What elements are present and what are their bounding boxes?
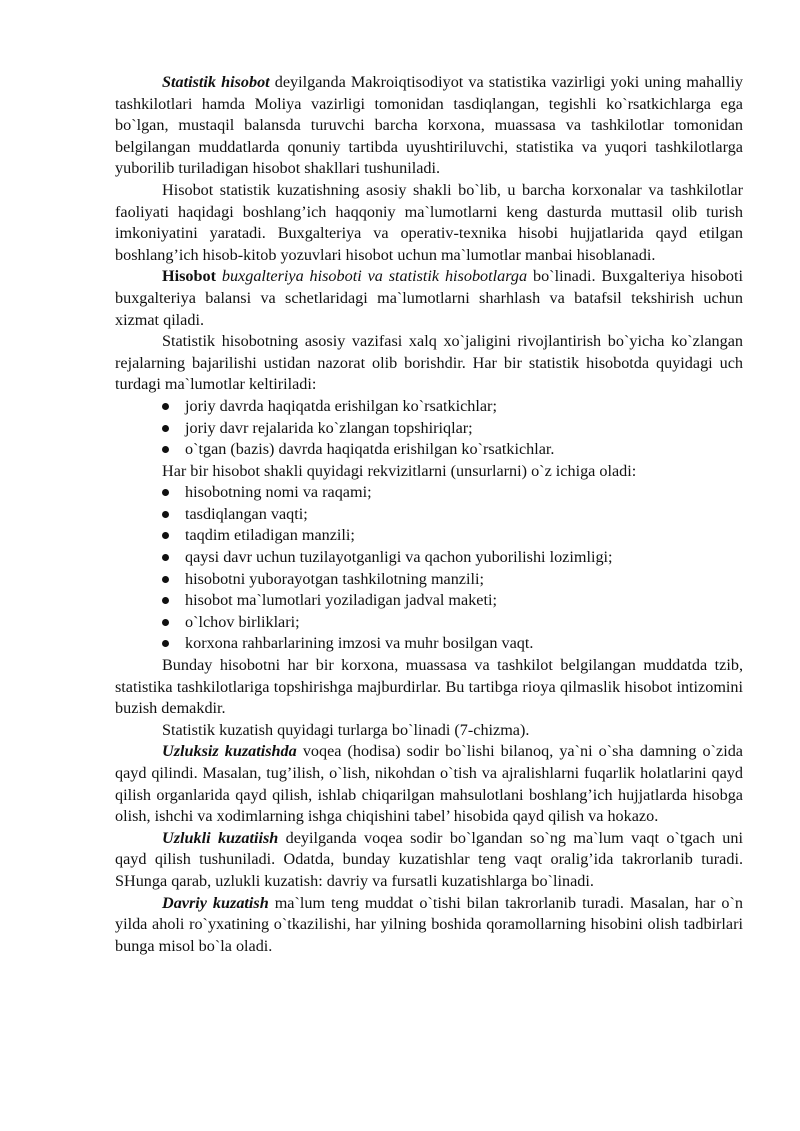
list-item: o`tgan (bazis) davrda haqiqatda erishilgan ko`rsatkichlar. [162,439,743,461]
term-hisobot: Hisobot [162,267,216,286]
bullet-icon [162,446,169,453]
bullet-icon [162,403,169,410]
list-item: hisobot ma`lumotlari yoziladigan jadval maketi; [162,590,743,612]
paragraph-uzlukli-kuzatish [115,828,743,893]
paragraph-text: ma`lum teng muddat o`tishi bilan takrorlanib turadi. Masalan, har o`n yilda aholi ro`yxatining o`tkazilishi, har yilning boshida qoramollarning hisobini olish tadbirlari bunga misol bo`la oladi. [115,893,743,955]
list-item: hisobotning nomi va raqami; [162,482,743,504]
bullet-icon [162,640,169,647]
bullet-icon [162,576,169,583]
paragraph-hisobot-shakli: Hisobot statistik kuzatishning asosiy shakli bo`lib, u barcha korxonalar va tashkilotlar faoliyati haqidagi boshlang’ich haqqoniy ma`lumotlarni keng dasturda muttasil olib turish imkoniyatini yaratadi. Buxgalteriya va operativ-texnika hisobi hujjatlarida qayd etilgan boshlang’ich hisob-kitob yozuvlari hisobot uchun ma`lumotlar manbai hisoblanadi. [115,180,743,264]
term-statistik-hisobot: Statistik hisobot [162,73,270,91]
list-item: tasdiqlangan vaqti; [162,504,743,526]
bullet-icon [162,511,169,518]
paragraph-vazifasi: Statistik hisobotning asosiy vazifasi xalq xo`jaligini rivojlantirish bo`yicha ko`zlangan rejalarning bajarilishi ustidan nazorat olib borishdir. Har bir statistik hisobotda quyidagi uch turdagi ma`lumotlar keltiriladi: [115,332,743,394]
paragraph-text: bo`linadi. Buxgalteriya hisoboti buxgalteriya balansi va schetlaridagi ma`lumotlarni sharhlash va batafsil tekshirish uchun xizmat qiladi. [115,267,744,329]
bullet-icon [162,619,169,626]
italic-phrase: buxgalteriya hisoboti va statistik hisobotlarga [215,267,528,286]
term-davriy-kuzatish: Davriy kuzatish [162,893,269,912]
term-uzlukli-kuzatiish: Uzlukli kuzatiish [162,828,279,847]
bullet-icon [162,489,169,496]
list-item: o`lchov birliklari; [162,612,743,634]
paragraph-kuzatish-turlari: Statistik kuzatish quyidagi turlarga bo`linadi (7-chizma). [162,720,530,739]
list-item: hisobotni yuborayotgan tashkilotning manzili; [162,569,743,591]
list-item: taqdim etiladigan manzili; [162,525,743,547]
list-malumot-turlari [115,396,743,461]
bullet-icon [162,597,169,604]
bullet-icon [162,425,169,432]
paragraph-majburiyat: Bunday hisobotni har bir korxona, muassasa va tashkilot belgilangan muddatda tzib, statistika tashkilotlariga topshirishga majburdirlar. Bu tartibga rioya qilmaslik hisobot intizomini buzish demakdir. [115,656,743,718]
list-item: joriy davrda haqiqatda erishilgan ko`rsatkichlar; [162,396,743,418]
paragraph-rekvizitlar: Har bir hisobot shakli quyidagi rekvizitlarni (unsurlarni) o`z ichiga oladi: [162,461,637,480]
list-rekvizitlar [115,482,743,655]
list-item: qaysi davr uchun tuzilayotganligi va qachon yuborilishi lozimligi; [162,547,743,569]
term-uzluksiz-kuzatishda: Uzluksiz kuzatishda [162,742,297,761]
paragraph-text: deyilganda voqea sodir bo`lgandan so`ng ma`lum vaqt o`tgach uni qayd qilish tushuniladi. Odatda, bunday kuzatishlar teng vaqt oralig’ida takrorlanib turadi. SHunga qarab, uzlukli kuzatish: davriy va fursatli kuzatishlarga bo`linadi. [115,828,743,890]
paragraph-hisobot-turlari [115,266,743,331]
list-item: joriy davr rejalarida ko`zlangan topshiriqlar; [162,418,743,440]
bullet-icon [162,532,169,539]
paragraph-statistik-hisobot [115,72,743,180]
document-page [115,72,743,957]
bullet-icon [162,554,169,561]
list-item: korxona rahbarlarining imzosi va muhr bosilgan vaqt. [162,633,743,655]
paragraph-uzluksiz-kuzatish [115,741,743,827]
paragraph-text: deyilganda Makroiqtisodiyot va statistika vazirligi yoki uning mahalliy tashkilotlari hamda Moliya vazirligi tomonidan tasdiqlangan, tegishli ko`rsatkichlarga ega bo`lgan, mustaqil balansda turuvchi barcha korxona, muassasa va tashkilotlar tomonidan belgilangan muddatlarda qonuniy tartibda uyushtiriluvchi, statistika va yuqori tashkilotlarga yuborilib turiladigan hisobot shakllari tushuniladi. [115,73,743,178]
paragraph-davriy-kuzatish [115,893,743,958]
paragraph-text: voqea (hodisa) sodir bo`lishi bilanoq, ya`ni o`sha damning o`zida qayd qilindi. Masalan, tug’ilish, o`lish, nikohdan o`tish va ajralishlarni fuqarlik holatlarini qayd qilish organlarida qayd qilish, ishlab chiqarilgan mahsulotlani boshlang’ich hujjatlarda hisobga olish, ishchi va xodimlarning ishga chiqishini tabel’ hisobida qayd qilish va hokazo. [115,742,743,826]
